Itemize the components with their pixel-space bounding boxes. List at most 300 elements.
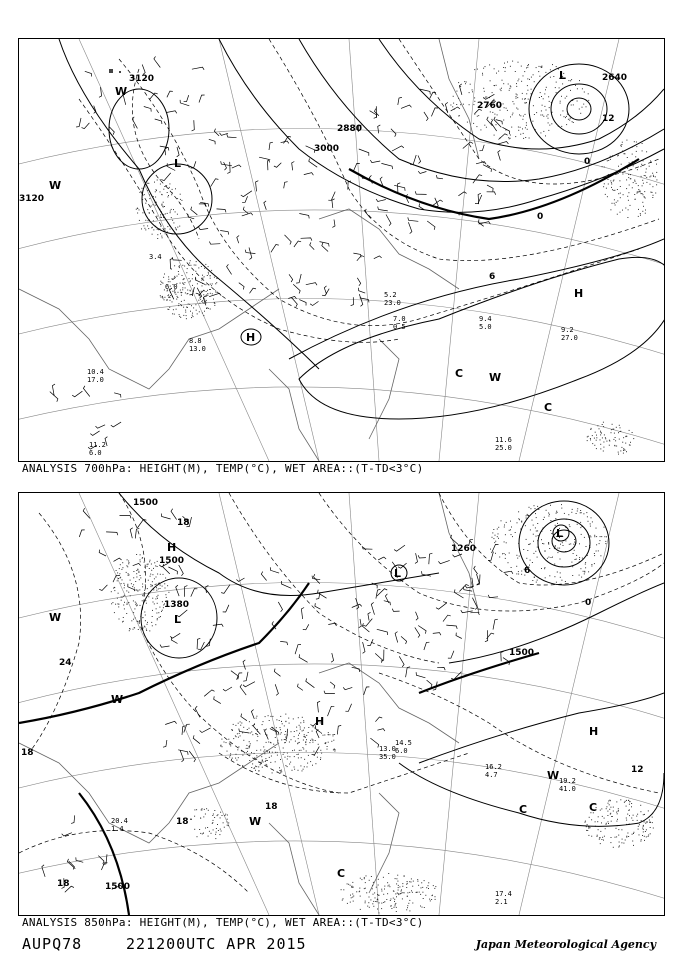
wet-dot <box>180 290 181 291</box>
wet-dot <box>605 437 606 438</box>
wet-dot <box>607 196 608 197</box>
wet-dot <box>650 161 651 162</box>
wet-dot <box>252 725 253 726</box>
wet-dot <box>229 744 230 745</box>
wet-dot <box>623 843 624 844</box>
wet-dot <box>194 809 195 810</box>
wet-dot <box>144 228 145 229</box>
wet-dot <box>140 191 141 192</box>
wet-dot <box>141 228 142 229</box>
wet-dot <box>183 307 184 308</box>
wet-dot <box>398 893 399 894</box>
wet-dot <box>431 899 432 900</box>
wet-dot <box>429 899 430 900</box>
wet-dot <box>129 628 130 629</box>
wet-dot <box>396 907 397 908</box>
wet-dot <box>328 734 329 735</box>
wind-barb <box>284 182 288 189</box>
wet-dot <box>133 619 134 620</box>
wet-dot <box>299 725 300 726</box>
wind-barb <box>196 277 206 285</box>
wet-dot <box>480 129 481 130</box>
wet-dot <box>527 90 528 91</box>
wet-dot <box>227 751 228 752</box>
wet-dot <box>384 889 385 890</box>
wet-dot <box>288 718 289 719</box>
wet-dot <box>139 209 140 210</box>
wind-barb <box>227 264 232 274</box>
wet-dot <box>114 590 115 591</box>
wet-dot <box>402 886 403 887</box>
wet-dot <box>205 301 206 302</box>
wet-dot <box>192 315 193 316</box>
wet-dot <box>235 725 236 726</box>
station-plots <box>50 56 510 449</box>
wet-dot <box>543 543 544 544</box>
wet-dot <box>215 838 216 839</box>
wet-dot <box>424 907 425 908</box>
wet-dot <box>294 750 295 751</box>
wet-dot <box>614 190 615 191</box>
wet-dot <box>183 279 184 280</box>
wet-dot <box>618 811 619 812</box>
wet-dot <box>527 67 528 68</box>
wet-dot <box>294 731 295 732</box>
wet-dot <box>596 440 597 441</box>
wet-dot <box>263 746 264 747</box>
wet-dot <box>305 741 306 742</box>
wet-dot <box>203 833 204 834</box>
wet-dot <box>175 211 176 212</box>
wet-dot <box>510 66 511 67</box>
wet-dot <box>484 125 485 126</box>
wet-dot <box>240 721 241 722</box>
wet-dot <box>486 97 487 98</box>
wet-dot <box>522 93 523 94</box>
wet-dot <box>554 576 555 577</box>
wet-dot <box>159 617 160 618</box>
wet-dot <box>165 233 166 234</box>
wet-dot <box>585 567 586 568</box>
wet-dot <box>474 97 475 98</box>
wet-dot <box>142 584 143 585</box>
wet-dot <box>608 179 609 180</box>
wet-dot <box>434 888 435 889</box>
wind-barb <box>199 227 209 230</box>
wet-dot <box>631 803 632 804</box>
wet-dot <box>342 900 343 901</box>
wet-dot <box>483 88 484 89</box>
wet-dot <box>510 529 511 530</box>
wet-dot <box>596 448 597 449</box>
wet-dot <box>632 820 633 821</box>
wet-dot <box>171 194 172 195</box>
wet-dot <box>293 718 294 719</box>
wind-barb <box>427 221 435 230</box>
wet-dot <box>151 622 152 623</box>
wet-dot <box>594 563 595 564</box>
wind-barb <box>171 509 177 520</box>
wet-dot <box>111 603 112 604</box>
wet-dot <box>221 831 222 832</box>
wet-dot <box>256 716 257 717</box>
height-label: 3120 <box>129 74 155 84</box>
wet-dot <box>620 197 621 198</box>
wet-dot <box>147 183 148 184</box>
wet-dot <box>509 88 510 89</box>
wet-dot <box>525 114 526 115</box>
wet-dot <box>587 824 588 825</box>
wet-dot <box>626 836 627 837</box>
wet-dot <box>646 829 647 830</box>
wind-barb <box>211 179 219 187</box>
wet-dot <box>285 742 286 743</box>
wet-dot <box>535 508 536 509</box>
wet-dot <box>404 875 405 876</box>
wet-dot <box>198 300 199 301</box>
wind-barb <box>395 632 398 643</box>
wet-dot <box>533 74 534 75</box>
wet-dot <box>402 883 403 884</box>
wet-dot <box>627 196 628 197</box>
wet-dot <box>550 69 551 70</box>
wet-dot <box>150 574 151 575</box>
wet-dot <box>546 110 547 111</box>
wet-dot <box>518 511 519 512</box>
wet-dot <box>165 578 166 579</box>
wet-dot <box>347 903 348 904</box>
wet-dot <box>210 284 211 285</box>
wind-barb <box>232 165 241 168</box>
wet-dot <box>168 279 169 280</box>
wet-dot <box>162 206 163 207</box>
wet-dot <box>607 815 608 816</box>
wind-barb <box>427 680 432 687</box>
wet-dot <box>193 307 194 308</box>
wet-dot <box>212 293 213 294</box>
wet-dot <box>546 116 547 117</box>
wet-dot <box>428 882 429 883</box>
wet-dot <box>280 759 281 760</box>
wet-dot <box>196 310 197 311</box>
wet-dot <box>605 543 606 544</box>
wet-dot <box>494 85 495 86</box>
wet-dot <box>163 202 164 203</box>
wet-dot <box>597 425 598 426</box>
wet-dot <box>149 198 150 199</box>
wet-dot <box>458 98 459 99</box>
wet-dot <box>530 508 531 509</box>
wet-dot <box>565 98 566 99</box>
wet-dot <box>625 208 626 209</box>
wet-dot <box>353 901 354 902</box>
wet-dot <box>580 512 581 513</box>
wet-dot <box>648 836 649 837</box>
wind-barb <box>431 108 438 117</box>
wet-dot <box>331 741 332 742</box>
wet-dot <box>536 582 537 583</box>
wet-dot <box>303 749 304 750</box>
wind-barb <box>399 656 404 667</box>
wind-barb <box>137 519 146 528</box>
wet-dot <box>637 814 638 815</box>
wet-dot <box>640 166 641 167</box>
wet-dot <box>539 76 540 77</box>
wet-dot <box>608 184 609 185</box>
wet-dot <box>137 621 138 622</box>
wet-dot <box>620 450 621 451</box>
wet-dot <box>174 276 175 277</box>
station-value: 16.2 <box>485 763 502 771</box>
wet-dot <box>287 753 288 754</box>
wet-dot <box>280 734 281 735</box>
wet-dot <box>575 85 576 86</box>
wet-dot <box>312 739 313 740</box>
wet-dot <box>538 535 539 536</box>
wet-dot <box>607 160 608 161</box>
wet-dot <box>630 178 631 179</box>
wet-dot <box>119 573 120 574</box>
wet-dot <box>642 193 643 194</box>
temp-label: 18 <box>265 802 278 812</box>
wet-dot <box>463 104 464 105</box>
wet-dot <box>294 767 295 768</box>
wet-dot <box>515 71 516 72</box>
wet-dot <box>176 229 177 230</box>
wet-dot <box>639 191 640 192</box>
wind-barb <box>303 624 309 630</box>
wet-dot <box>323 735 324 736</box>
height-label: 1380 <box>164 600 190 610</box>
wet-dot <box>421 882 422 883</box>
wet-dot <box>524 99 525 100</box>
wet-dot <box>599 839 600 840</box>
wet-dot <box>504 107 505 108</box>
wet-dot <box>573 122 574 123</box>
wet-dot <box>249 747 250 748</box>
wind-barb <box>368 612 371 620</box>
wet-dot <box>534 505 535 506</box>
wet-dot <box>617 214 618 215</box>
wet-dot <box>154 578 155 579</box>
wet-dot <box>642 835 643 836</box>
temp-label: 12 <box>631 765 644 775</box>
station-value: 27.0 <box>561 334 578 342</box>
wet-dot <box>223 822 224 823</box>
wet-dot <box>510 521 511 522</box>
station-value: 3.4 <box>149 253 162 261</box>
wet-dot <box>522 119 523 120</box>
wet-dot <box>306 735 307 736</box>
wet-dot <box>642 185 643 186</box>
wet-dot <box>638 829 639 830</box>
system-warm: W <box>489 371 502 384</box>
wet-dot <box>269 757 270 758</box>
wet-dot <box>137 591 138 592</box>
wet-dot <box>241 723 242 724</box>
wet-dot <box>600 555 601 556</box>
wind-barb <box>161 514 170 520</box>
wet-dot <box>168 195 169 196</box>
wet-dot <box>126 565 127 566</box>
wet-dot <box>120 578 121 579</box>
wet-dot <box>166 185 167 186</box>
wet-dot <box>142 557 143 558</box>
wet-dot <box>238 757 239 758</box>
wet-dot <box>179 314 180 315</box>
wet-dot <box>527 85 528 86</box>
wind-barb <box>241 191 252 197</box>
wet-dot <box>638 189 639 190</box>
wind-barb <box>406 667 411 677</box>
wet-dot <box>173 222 174 223</box>
wet-dot <box>181 200 182 201</box>
wet-dot <box>586 546 587 547</box>
wet-dot <box>287 756 288 757</box>
wet-dot <box>504 63 505 64</box>
wet-dot <box>334 749 335 750</box>
wet-dot <box>537 580 538 581</box>
wet-dot <box>215 290 216 291</box>
wet-dot <box>540 92 541 93</box>
wet-dot <box>381 903 382 904</box>
wet-dot <box>604 527 605 528</box>
wet-dot <box>618 810 619 811</box>
wet-dot <box>171 209 172 210</box>
wet-dot <box>541 539 542 540</box>
wet-dot <box>160 233 161 234</box>
wet-dot <box>581 534 582 535</box>
wet-dot <box>256 750 257 751</box>
wet-dot <box>618 432 619 433</box>
wet-dot <box>148 580 149 581</box>
wet-dot <box>537 506 538 507</box>
wet-dot <box>646 177 647 178</box>
wet-dot <box>202 808 203 809</box>
wet-dot <box>656 179 657 180</box>
wind-barb <box>220 231 229 235</box>
wet-dot <box>156 584 157 585</box>
wet-dot <box>591 564 592 565</box>
wet-dot <box>530 560 531 561</box>
wet-dot <box>509 138 510 139</box>
wet-dot <box>372 885 373 886</box>
system-high: H <box>574 287 584 300</box>
wet-dot <box>135 602 136 603</box>
wet-dot <box>185 312 186 313</box>
wet-dot <box>647 822 648 823</box>
wet-dot <box>205 284 206 285</box>
wet-dot <box>590 439 591 440</box>
wet-dot <box>325 743 326 744</box>
wet-dot <box>624 153 625 154</box>
wet-dot <box>157 216 158 217</box>
wet-dot <box>512 536 513 537</box>
wet-dot <box>299 750 300 751</box>
wet-dot <box>194 816 195 817</box>
wet-dot <box>628 177 629 178</box>
wet-dot <box>557 552 558 553</box>
wet-dot <box>264 729 265 730</box>
wet-dot <box>144 194 145 195</box>
wet-dot <box>266 760 267 761</box>
wet-dot <box>231 729 232 730</box>
wind-barb <box>370 111 377 118</box>
wet-dot <box>560 544 561 545</box>
wet-dot <box>618 193 619 194</box>
wet-dot <box>172 189 173 190</box>
wet-dot <box>620 186 621 187</box>
wet-dot <box>281 771 282 772</box>
wet-dot <box>649 176 650 177</box>
height-label: 1500 <box>133 498 159 508</box>
wet-dot <box>116 570 117 571</box>
wind-barb <box>199 95 205 103</box>
wet-dot <box>172 301 173 302</box>
wet-dot <box>618 155 619 156</box>
wind-barb <box>483 94 494 99</box>
wet-dot <box>246 752 247 753</box>
wet-dot <box>557 572 558 573</box>
station-value: 10.4 <box>87 368 104 376</box>
wet-dot <box>172 278 173 279</box>
wind-barb <box>160 645 170 648</box>
wet-dot <box>159 607 160 608</box>
wet-dot <box>569 526 570 527</box>
wet-dot <box>262 724 263 725</box>
wet-dot <box>324 735 325 736</box>
wet-dot <box>236 754 237 755</box>
wet-dot <box>596 435 597 436</box>
wet-dot <box>583 513 584 514</box>
wind-barb <box>357 256 364 261</box>
wet-dot <box>201 810 202 811</box>
wet-dot <box>317 752 318 753</box>
wet-dot <box>130 595 131 596</box>
wet-dot <box>169 183 170 184</box>
wet-dot <box>610 209 611 210</box>
wet-dot <box>524 71 525 72</box>
wet-dot <box>543 131 544 132</box>
wet-dot <box>549 514 550 515</box>
wet-dot <box>118 593 119 594</box>
wet-dot <box>555 545 556 546</box>
wet-dot <box>600 431 601 432</box>
wind-barb <box>221 585 230 594</box>
wind-barb <box>332 220 335 228</box>
wet-dot <box>152 598 153 599</box>
wet-dot <box>617 813 618 814</box>
wet-dot <box>123 583 124 584</box>
wet-dot <box>530 543 531 544</box>
wind-barb <box>445 102 447 113</box>
temp-label: 6 <box>524 566 531 576</box>
wet-dot <box>644 191 645 192</box>
wet-dot <box>525 127 526 128</box>
wet-dot <box>642 202 643 203</box>
wet-dot <box>617 819 618 820</box>
wet-dot <box>327 749 328 750</box>
wet-dot <box>534 81 535 82</box>
wet-dot <box>261 756 262 757</box>
wet-dot <box>619 425 620 426</box>
wet-dot <box>420 906 421 907</box>
wet-dot <box>190 311 191 312</box>
wet-area-stipple <box>109 69 121 73</box>
wind-barb <box>299 214 309 219</box>
wet-dot <box>649 820 650 821</box>
wet-dot <box>161 205 162 206</box>
